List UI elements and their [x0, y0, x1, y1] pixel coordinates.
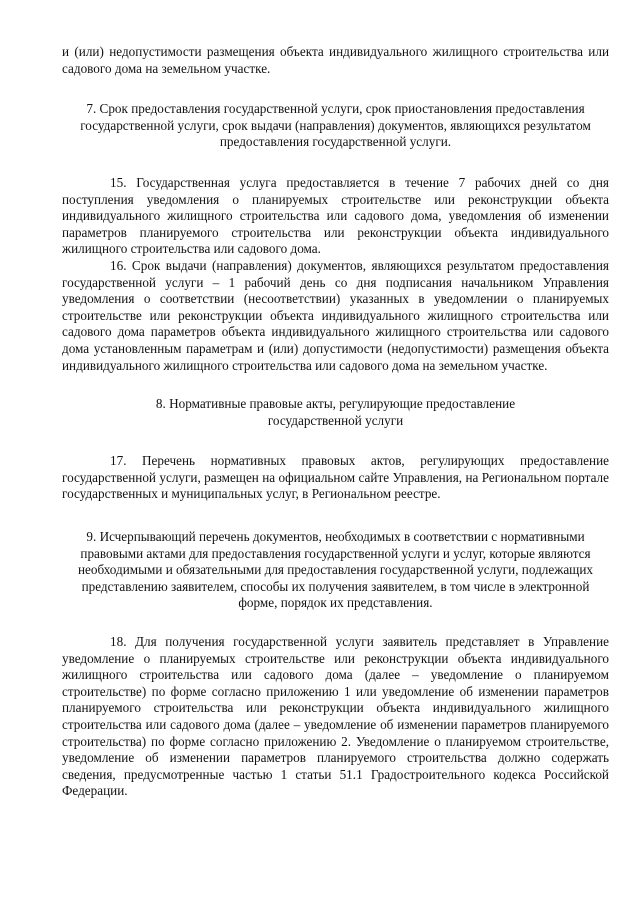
paragraph-17: 17. Перечень нормативных правовых актов, регулирующих предоставление государственной услуги, размещен на официальном сайте Управления, на Региональном портале государственных и муниципальных услуг, в Региональном реестре.	[62, 453, 609, 502]
paragraph-18: 18. Для получения государственной услуги заявитель представляет в Управление уведомление о планируемых строительстве или реконструкции объекта индивидуального жилищного строительства или садового дома (далее – уведомление о планируемом строительстве) по форме согласно приложению 1 или уведомление об изменении параметров планируемого строительства или реконструкции объекта индивидуального жилищного строительства или садового дома (далее – уведомление об изменении параметров планируемого строительства) по форме согласно приложению 2. Уведомление о планируемом строительстве, уведомление об изменении параметров планируемого строительства должно содержать сведения, предусмотренные частью 1 статьи 51.1 Градостроительного кодекса Российской Федерации.	[62, 634, 609, 799]
paragraph-15: 15. Государственная услуга предоставляется в течение 7 рабочих дней со дня поступления уведомления о планируемых строительстве или реконструкции объекта индивидуального жилищного строительства или садового дома, уведомления об изменении параметров планируемого строительства или реконструкции объекта индивидуального жилищного строительства или садового дома.	[62, 174, 609, 257]
paragraph-continuation: и (или) недопустимости размещения объекта индивидуального жилищного строительства или садового дома на земельном участке.	[62, 44, 609, 76]
paragraph-16: 16. Срок выдачи (направления) документов, являющихся результатом предоставления государственной услуги – 1 рабочий день со дня подписания начальником Управления уведомления о соответствии (несоответствии) указанных в уведомлении о планируемых строительстве или реконструкции объекта индивидуального жилищного строительства или садового дома параметров объекта индивидуального жилищного строительства или садового дома установленным параметрам и (или) допустимости (недопустимости) размещения объекта индивидуального жилищного строительства или садового дома на земельном участке.	[62, 257, 609, 373]
section-heading-8: 8. Нормативные правовые акты, регулирующие предоставление государственной услуги	[155, 396, 516, 428]
section-heading-9: 9. Исчерпывающий перечень документов, необходимых в соответствии с нормативными правовыми актами для предоставления государственной услуги и услуг, которые являются необходимыми и обязательными для предоставления государственной услуги, подлежащих представлению заявителем, способы их получения заявителем, в том числе в электронной форме, порядок их представления.	[78, 529, 593, 611]
section-heading-7: 7. Срок предоставления государственной услуги, срок приостановления предоставления государственной услуги, срок выдачи (направления) документов, являющихся результатом предоставления государственной услуги.	[80, 101, 591, 150]
